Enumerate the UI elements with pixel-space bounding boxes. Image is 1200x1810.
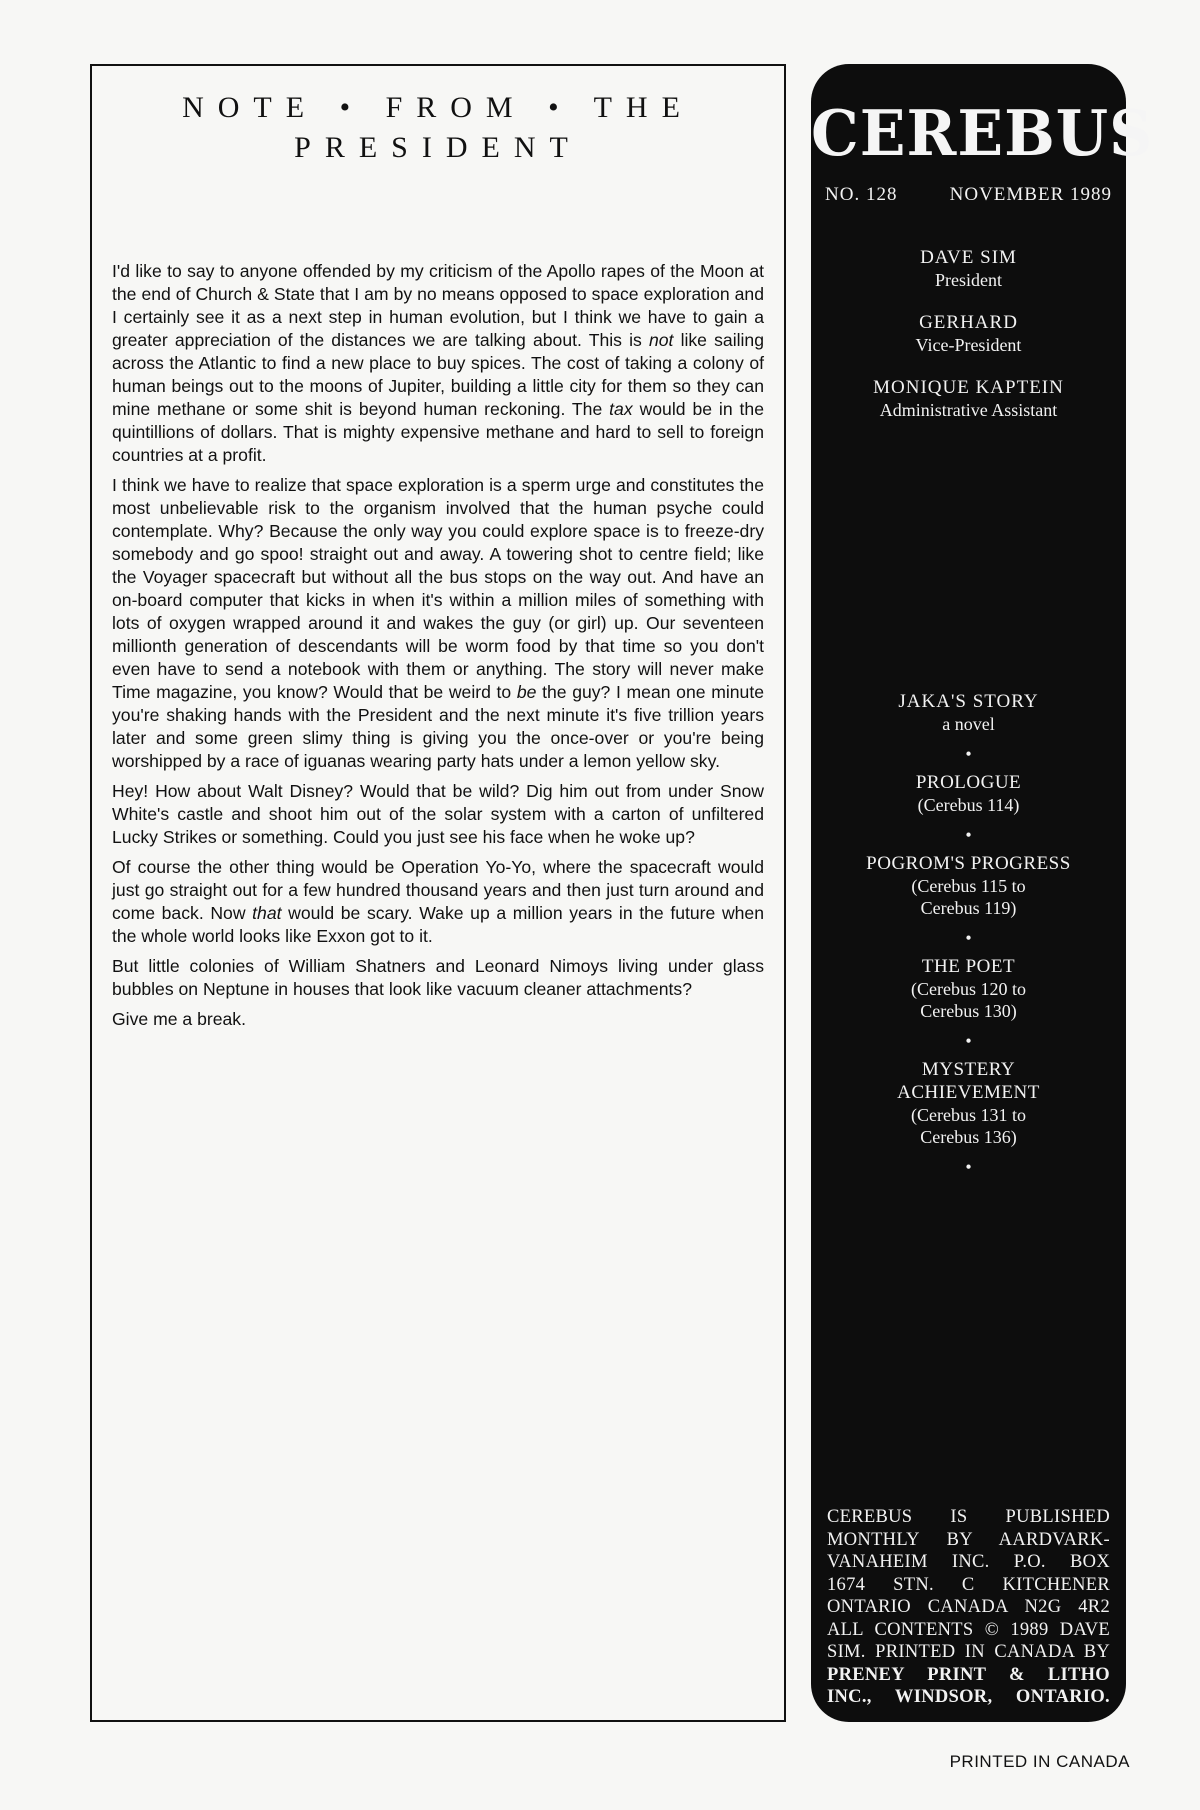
note-paragraph (112, 474, 764, 773)
paragraph-text: I think we have to realize that space exploration is a sperm urge and constitutes the most unbelievable risk to the organism involved that the human psyche could contemplate. Why? Because the only way you could explore space is to freeze-dry somebody and go spoo! straight out and away. A towering shot to centre field; like the Voyager spacecraft but without all the bus stops on the way out. And have an on-board computer that kicks in when it's within a million miles of something with lots of oxygen wrapped around it and wakes the guy (or girl) up. Our seventeen millionth generation of descendants will be worm food by that time so you don't even have to send a notebook with them or anything. The story will never make Time magazine, you know? Would that be weird to (112, 475, 764, 702)
chapter-range: (Cerebus 114) (917, 795, 1020, 815)
imprint-line: SIM. PRINTED IN CANADA BY (827, 1642, 1110, 1662)
chapter-title: PROLOGUE (915, 772, 1022, 793)
imprint-line: ALL CONTENTS © 1989 DAVE (827, 1619, 1110, 1640)
chapter-title: POGROM'S PROGRESS (866, 853, 1071, 874)
issue-number: NO. 128 (825, 184, 898, 205)
imprint-printer-line: INC., WINDSOR, ONTARIO. (827, 1687, 1110, 1707)
imprint-line: ONTARIO CANADA N2G 4R2 (827, 1597, 1110, 1617)
imprint-line: VANAHEIM INC. P.O. BOX (827, 1552, 1110, 1572)
paragraph-text: I'd like to say to anyone offended by my criticism of the Apollo rapes of the Moon at the end of Church & State that I am by no means opposed to space exploration and I certainly see it as a next step in human evolution, but I think we have to gain a greater appreciation of the distances we are talking about. This is (112, 261, 764, 350)
emphasis-text: be (516, 682, 537, 702)
note-title-line1: NOTE • FROM • THE (182, 91, 694, 124)
paragraph-text: would be in the quintillions of dollars. That is mighty expensive methane and hard to sell to foreign countries at a profit. (112, 399, 764, 465)
chapter-range: (Cerebus 131 to Cerebus 136) (911, 1105, 1026, 1147)
bullet: • (965, 1157, 972, 1177)
imprint-printer-line: PRENEY PRINT & LITHO (827, 1664, 1110, 1685)
story-listing (811, 690, 1126, 1184)
staff-role: Administrative Assistant (879, 400, 1058, 420)
staff-role: Vice-President (915, 335, 1022, 355)
bullet: • (965, 928, 972, 948)
masthead-panel (811, 64, 1154, 1722)
chapter-entry (811, 1058, 1126, 1148)
story-subtitle: a novel (942, 714, 995, 734)
emphasis-text: tax (609, 399, 633, 419)
paragraph-text: like sailing across the Atlantic to find a new place to buy spices. The cost of taking a colony of human beings out to the moons of Jupiter, building a little city for them so they can mine methane or some shit is beyond human reckoning. The (112, 330, 764, 419)
staff-role: President (935, 270, 1002, 290)
paragraph-text: Hey! How about Walt Disney? Would that be wild? Dig him out from under Snow White's castle and shoot him out of the solar system with a carton of unfiltered Lucky Strikes or something. Could you just see his face when he woke up? (112, 781, 764, 847)
staff-member (811, 246, 1126, 291)
note-paragraph (112, 780, 764, 849)
note-paragraph (112, 1008, 764, 1031)
note-paragraph (112, 260, 764, 467)
note-title (102, 88, 774, 168)
story-title: JAKA'S STORY (898, 691, 1039, 712)
staff-name: MONIQUE KAPTEIN (873, 377, 1064, 398)
printed-in-canada: PRINTED IN CANADA (949, 1752, 1130, 1771)
issue-line (811, 184, 1126, 206)
imprint-line: CEREBUS IS PUBLISHED (827, 1507, 1110, 1527)
bullet: • (965, 825, 972, 845)
staff-name: GERHARD (919, 312, 1018, 333)
note-title-line2: PRESIDENT (294, 131, 582, 164)
staff-member (811, 311, 1126, 356)
paragraph-text: the guy? I mean one minute you're shaking hands with the President and the next minute it's five trillion years later and some green slimy thing is giving you the once-over or you're being worshipped by a race of iguanas wearing party hats under a lemon yellow sky. (112, 682, 764, 771)
bullet: • (965, 1031, 972, 1051)
emphasis-text: that (252, 903, 282, 923)
note-body (112, 260, 764, 1038)
bullet: • (965, 744, 972, 764)
emphasis-text: not (648, 330, 674, 350)
chapter-entry (811, 852, 1126, 919)
staff-list (811, 246, 1126, 421)
imprint-line: 1674 STN. C KITCHENER (827, 1574, 1110, 1595)
paragraph-text: Of course the other thing would be Operation Yo-Yo, where the spacecraft would just go straight out for a few hundred thousand years and then just turn around and come back. Now (112, 857, 764, 923)
paragraph-text: would be scary. Wake up a million years in the future when the whole world looks like Exxon got to it. (112, 903, 765, 946)
chapter-range: (Cerebus 120 to Cerebus 130) (911, 979, 1026, 1021)
chapter-title: MYSTERY ACHIEVEMENT (897, 1059, 1040, 1103)
chapter-entry (811, 771, 1126, 816)
president-note-box (90, 64, 786, 1722)
paragraph-text: But little colonies of William Shatners and Leonard Nimoys living under glass bubbles on Neptune in houses that look like vacuum cleaner attachments? (112, 956, 764, 999)
cerebus-logo: CEREBUS (811, 97, 1154, 171)
imprint-line: MONTHLY BY AARDVARK- (827, 1529, 1110, 1550)
note-paragraph (112, 955, 764, 1001)
chapter-title: THE POET (921, 956, 1016, 977)
chapter-range: (Cerebus 115 to Cerebus 119) (911, 876, 1026, 918)
staff-member (811, 376, 1126, 421)
issue-date: NOVEMBER 1989 (949, 184, 1112, 205)
note-paragraph (112, 856, 764, 948)
chapter-entry (811, 955, 1126, 1022)
paragraph-text: Give me a break. (112, 1009, 246, 1029)
staff-name: DAVE SIM (920, 247, 1017, 268)
publisher-imprint (827, 1506, 1110, 1709)
